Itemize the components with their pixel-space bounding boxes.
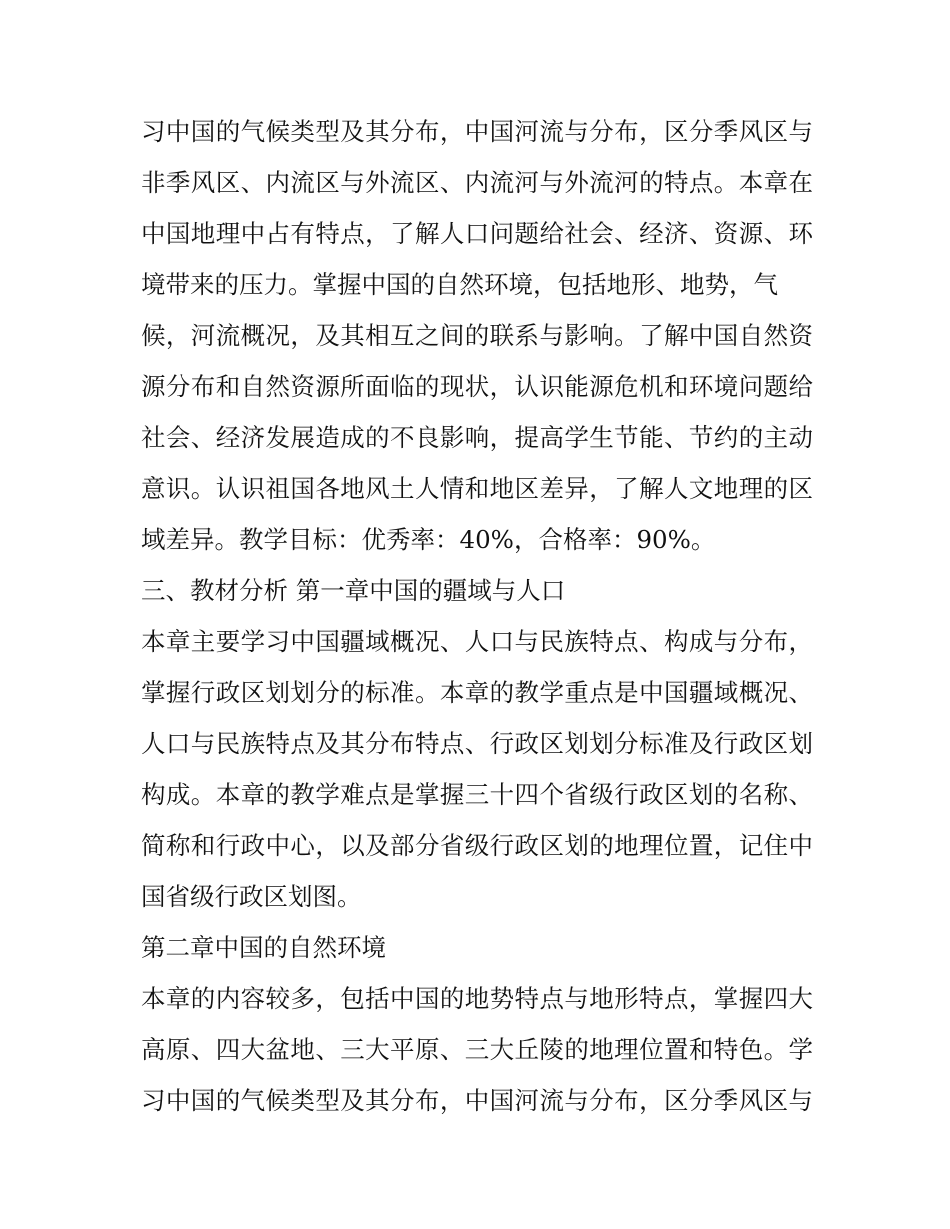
text-line: 本章主要学习中国疆域概况、人口与民族特点、构成与分布，	[141, 627, 813, 656]
text-line: 境带来的压力。掌握中国的自然环境，包括地形、地势，气	[141, 270, 778, 299]
text-line: 本章的内容较多，包括中国的地势特点与地形特点，掌握四大	[141, 984, 813, 1013]
text-line: 人口与民族特点及其分布特点、行政区划划分标准及行政区划	[141, 729, 813, 758]
text-line: 构成。本章的教学难点是掌握三十四个省级行政区划的名称、	[141, 780, 813, 809]
text-line: 源分布和自然资源所面临的现状，认识能源危机和环境问题给	[141, 372, 813, 401]
text-line: 掌握行政区划划分的标准。本章的教学重点是中国疆域概况、	[141, 678, 813, 707]
text-line: 简称和行政中心，以及部分省级行政区划的地理位置，记住中	[141, 831, 813, 860]
section-heading: 三、教材分析 第一章中国的疆域与人口	[141, 576, 566, 605]
text-line: 中国地理中占有特点，了解人口问题给社会、经济、资源、环	[141, 219, 813, 248]
document-body	[141, 106, 813, 1126]
text-line: 意识。认识祖国各地风土人情和地区差异，了解人文地理的区	[141, 474, 813, 503]
text-line: 习中国的气候类型及其分布，中国河流与分布，区分季风区与	[141, 117, 813, 146]
text-line: 社会、经济发展造成的不良影响，提高学生节能、节约的主动	[141, 423, 813, 452]
text-line: 习中国的气候类型及其分布，中国河流与分布，区分季风区与	[141, 1086, 813, 1115]
text-line: 高原、四大盆地、三大平原、三大丘陵的地理位置和特色。学	[141, 1035, 813, 1064]
text-line: 非季风区、内流区与外流区、内流河与外流河的特点。本章在	[141, 168, 813, 197]
text-line: 候，河流概况，及其相互之间的联系与影响。了解中国自然资	[141, 321, 813, 350]
text-line: 国省级行政区划图。	[141, 882, 362, 911]
chapter-heading: 第二章中国的自然环境	[141, 933, 386, 962]
text-line: 域差异。教学目标：优秀率：40%，合格率：90%。	[141, 525, 716, 554]
